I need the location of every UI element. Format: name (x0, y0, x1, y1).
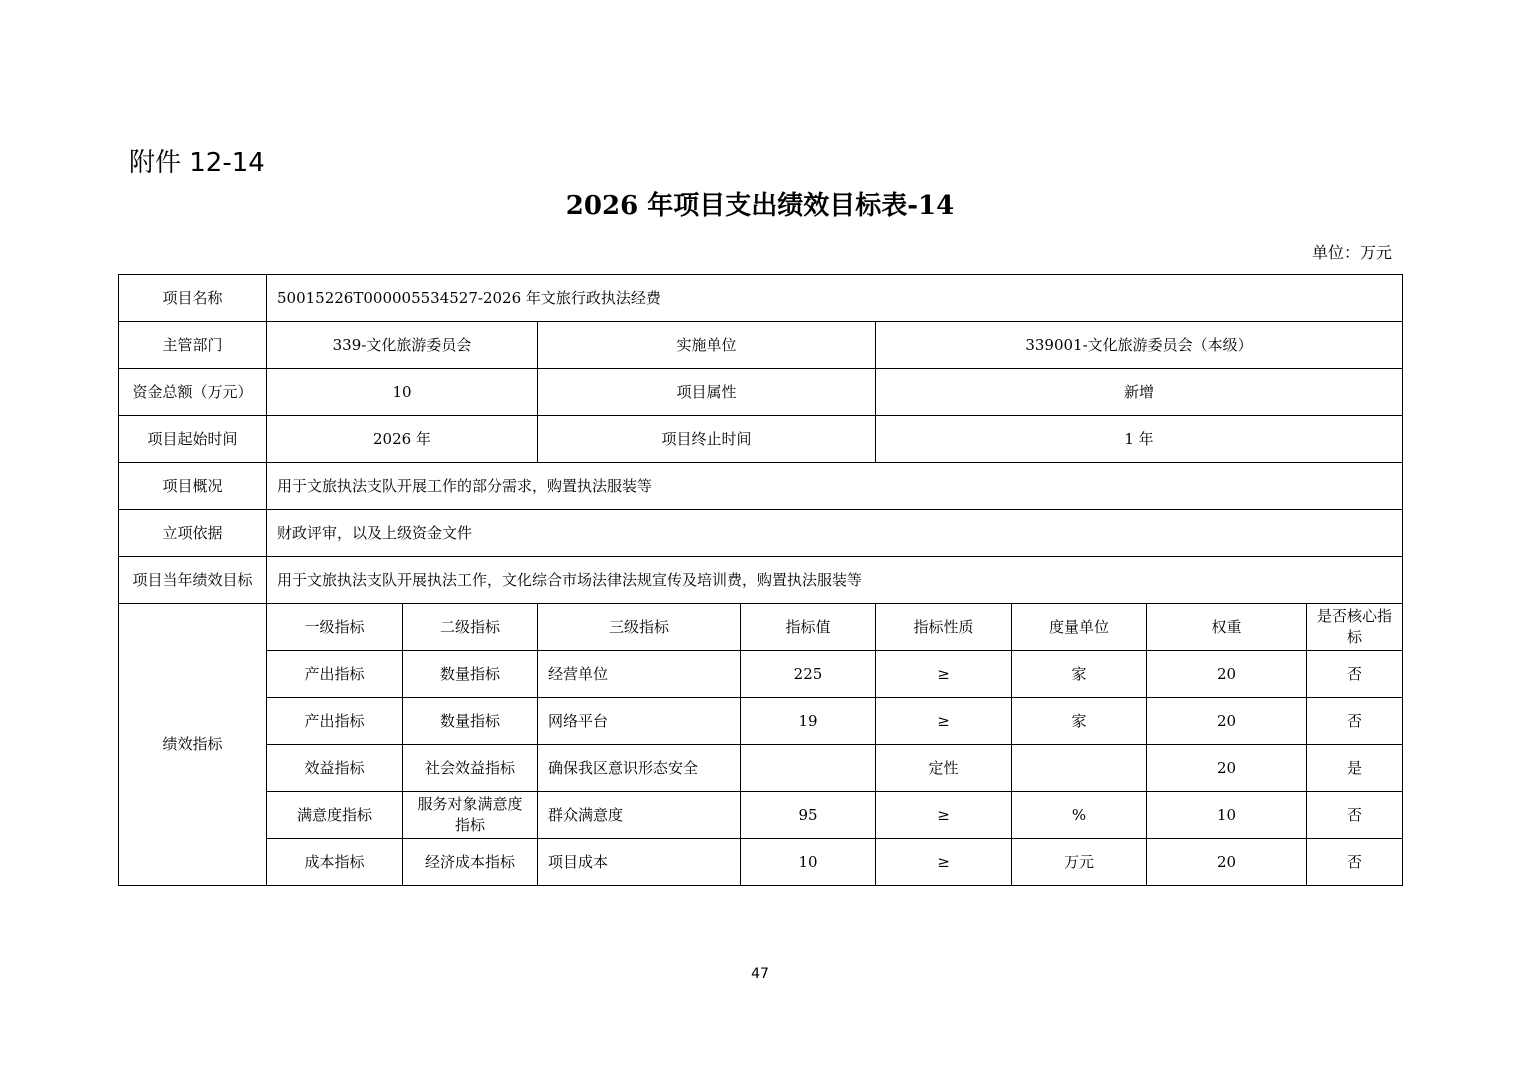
impl-value: 339001-文化旅游委员会（本级） (876, 322, 1403, 369)
value-cell: 10 (741, 839, 876, 886)
level2-cell: 经济成本指标 (403, 839, 538, 886)
basis-value: 财政评审，以及上级资金文件 (267, 510, 1403, 557)
weight-cell: 20 (1147, 651, 1307, 698)
attr-value: 新增 (876, 369, 1403, 416)
basis-label: 立项依据 (119, 510, 267, 557)
level3-cell: 项目成本 (538, 839, 741, 886)
level2-cell: 社会效益指标 (403, 745, 538, 792)
level1-cell: 产出指标 (267, 651, 403, 698)
level3-cell: 群众满意度 (538, 792, 741, 839)
indicator-row (119, 839, 1403, 886)
page-number: 47 (751, 966, 769, 982)
end-label: 项目终止时间 (538, 416, 876, 463)
header-level1: 一级指标 (267, 604, 403, 651)
start-value: 2026 年 (267, 416, 538, 463)
level2-cell: 数量指标 (403, 698, 538, 745)
row-funds (119, 369, 1403, 416)
indicator-header-row (119, 604, 1403, 651)
goal-label: 项目当年绩效目标 (119, 557, 267, 604)
core-cell: 否 (1307, 698, 1403, 745)
unit-cell: 家 (1012, 651, 1147, 698)
value-cell: 19 (741, 698, 876, 745)
header-unit: 度量单位 (1012, 604, 1147, 651)
level1-cell: 成本指标 (267, 839, 403, 886)
indicator-row (119, 792, 1403, 839)
start-label: 项目起始时间 (119, 416, 267, 463)
indicators-section-label: 绩效指标 (119, 604, 267, 886)
dept-value: 339-文化旅游委员会 (267, 322, 538, 369)
indicator-row (119, 698, 1403, 745)
attr-label: 项目属性 (538, 369, 876, 416)
weight-cell: 20 (1147, 698, 1307, 745)
attachment-label: 附件 12-14 (129, 148, 265, 178)
dept-label: 主管部门 (119, 322, 267, 369)
unit-label: 单位：万元 (1311, 243, 1392, 262)
end-value: 1 年 (876, 416, 1403, 463)
nature-cell: 定性 (876, 745, 1012, 792)
core-cell: 是 (1307, 745, 1403, 792)
header-weight: 权重 (1147, 604, 1307, 651)
funds-value: 10 (267, 369, 538, 416)
row-department (119, 322, 1403, 369)
indicator-row (119, 651, 1403, 698)
page-title: 2026 年项目支出绩效目标表-14 (565, 191, 955, 221)
header-value: 指标值 (741, 604, 876, 651)
value-cell: 225 (741, 651, 876, 698)
performance-target-table (118, 274, 1403, 886)
unit-cell: % (1012, 792, 1147, 839)
nature-cell: ≥ (876, 651, 1012, 698)
level2-cell: 数量指标 (403, 651, 538, 698)
level1-cell: 效益指标 (267, 745, 403, 792)
row-goal (119, 557, 1403, 604)
unit-cell: 家 (1012, 698, 1147, 745)
level1-cell: 满意度指标 (267, 792, 403, 839)
project-name-label: 项目名称 (119, 275, 267, 322)
weight-cell: 20 (1147, 745, 1307, 792)
nature-cell: ≥ (876, 792, 1012, 839)
row-project-name (119, 275, 1403, 322)
value-cell (741, 745, 876, 792)
nature-cell: ≥ (876, 839, 1012, 886)
core-cell: 否 (1307, 792, 1403, 839)
row-time (119, 416, 1403, 463)
nature-cell: ≥ (876, 698, 1012, 745)
core-cell: 否 (1307, 839, 1403, 886)
row-overview (119, 463, 1403, 510)
header-core: 是否核心指标 (1307, 604, 1403, 651)
weight-cell: 10 (1147, 792, 1307, 839)
header-level3: 三级指标 (538, 604, 741, 651)
value-cell: 95 (741, 792, 876, 839)
indicator-row (119, 745, 1403, 792)
overview-value: 用于文旅执法支队开展工作的部分需求，购置执法服装等 (267, 463, 1403, 510)
unit-cell: 万元 (1012, 839, 1147, 886)
funds-label: 资金总额（万元） (119, 369, 267, 416)
core-cell: 否 (1307, 651, 1403, 698)
level2-cell: 服务对象满意度指标 (403, 792, 538, 839)
level3-cell: 确保我区意识形态安全 (538, 745, 741, 792)
impl-label: 实施单位 (538, 322, 876, 369)
level3-cell: 经营单位 (538, 651, 741, 698)
goal-value: 用于文旅执法支队开展执法工作，文化综合市场法律法规宣传及培训费，购置执法服装等 (267, 557, 1403, 604)
unit-cell (1012, 745, 1147, 792)
header-nature: 指标性质 (876, 604, 1012, 651)
level1-cell: 产出指标 (267, 698, 403, 745)
overview-label: 项目概况 (119, 463, 267, 510)
level3-cell: 网络平台 (538, 698, 741, 745)
project-name-value: 50015226T000005534527-2026 年文旅行政执法经费 (267, 275, 1403, 322)
row-basis (119, 510, 1403, 557)
header-level2: 二级指标 (403, 604, 538, 651)
weight-cell: 20 (1147, 839, 1307, 886)
